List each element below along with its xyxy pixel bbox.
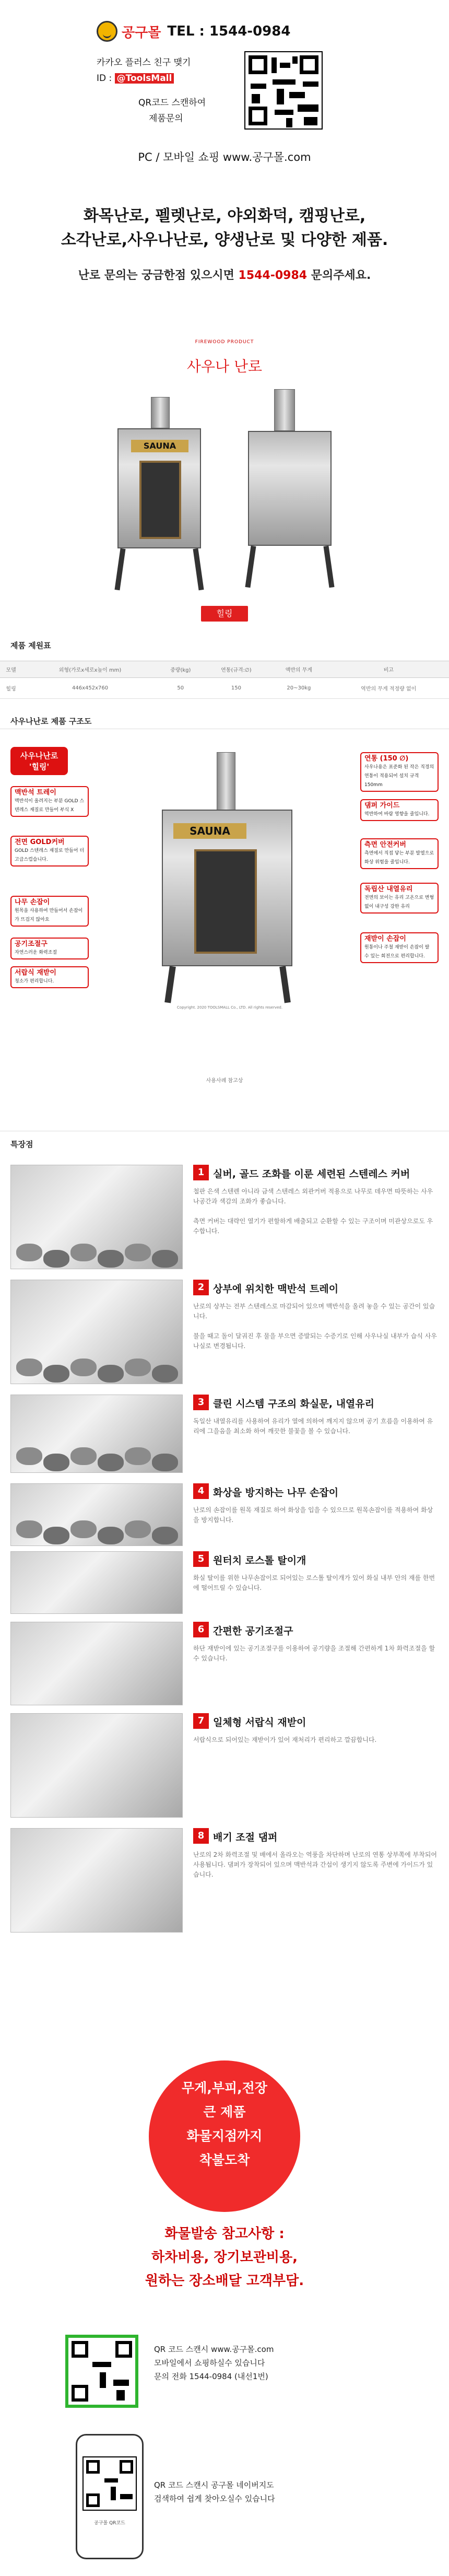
spec-cell: 20~30kg xyxy=(269,678,328,699)
feature-number: 1 xyxy=(193,1165,209,1180)
callout-title: 재받이 손잡이 xyxy=(364,935,406,943)
rock-shape xyxy=(152,1250,178,1268)
feature-title: 상부에 위치한 맥반석 트레이 xyxy=(213,1283,339,1295)
callout-title: 연통 (150 ∅) xyxy=(364,755,409,763)
spec-header: 중량(kg) xyxy=(158,661,203,678)
sauna-badge: SAUNA xyxy=(131,440,188,452)
intro-tel-number[interactable]: 1544-0984 xyxy=(238,269,308,282)
callout-desc: 자연스러운 화력조절 xyxy=(15,950,57,955)
feature-title: 일체형 서랍식 재받이 xyxy=(213,1717,306,1728)
feature-photo xyxy=(10,1165,183,1269)
feature-number: 8 xyxy=(193,1828,209,1844)
footer-qr-map[interactable] xyxy=(82,2456,137,2511)
rock-shape xyxy=(16,1520,42,1538)
footer-text: QR 코드 스캔시 www.공구몰.com xyxy=(154,2345,274,2354)
feature-description: 난로의 상부는 전부 스텐레스로 마감되어 있으며 맥반석을 올려 놓을 수 있는 공간이 있습니다. 불을 때고 돌이 달궈진 후 물을 부으면 증발되는 수증기로 인해 사우나실 내부가 습식 사우나실로 변경됩니다. xyxy=(193,1303,437,1350)
product-eyebrow: FIREWOOD PRODUCT xyxy=(195,339,254,345)
model-button[interactable]: 힐링 xyxy=(201,606,248,622)
spec-header: 외형(가로x세로x높이 mm) xyxy=(22,661,158,678)
callout-title: 전면 GOLD커버 xyxy=(15,838,65,846)
spec-header-row xyxy=(0,661,449,678)
stove-door xyxy=(139,461,181,539)
chimney xyxy=(151,397,170,428)
callout-desc: 측면에서 직접 닿는 부분 발열으로 화상 위험을 줄입니다. xyxy=(364,851,434,865)
stove-leg xyxy=(114,548,125,591)
chimney xyxy=(274,389,295,431)
chimney xyxy=(217,752,235,815)
notice-line-3: 원하는 장소배달 고객부담. xyxy=(145,2273,304,2289)
feature-description: 하단 재받이에 있는 공기조절구를 이용하여 공기량을 조절해 간편하게 1차 화력조절을 할 수 있습니다. xyxy=(193,1645,435,1662)
intro-tel-text-a: 난로 문의는 궁금한점 있으시면 xyxy=(78,269,239,282)
brand-name: 공구몰 xyxy=(122,25,161,41)
rock-shape xyxy=(43,1250,69,1268)
feature-description: 서랍식으로 되어있는 재받이가 있어 재처리가 편리하고 깔끔합니다. xyxy=(193,1736,377,1743)
rock-shape xyxy=(70,1447,97,1465)
spec-cell: 446x452x760 xyxy=(22,678,158,699)
rock-shape xyxy=(152,1365,178,1383)
callout-desc: 역반하여 바람 영향을 줄입니다. xyxy=(364,812,430,817)
kakao-id-prefix: ID : xyxy=(97,73,115,84)
rock-shape xyxy=(152,1527,178,1544)
footer-block-2 xyxy=(154,2478,275,2505)
qr-text-1: QR코드 스캔하여 xyxy=(138,98,206,108)
callout-desc: 청소가 편리합니다. xyxy=(15,979,54,984)
spec-cell: 힐링 xyxy=(0,678,22,699)
feature-title: 클린 시스템 구조의 화실문, 내열유리 xyxy=(213,1398,374,1410)
callout-ash-handle xyxy=(360,932,439,963)
intro-line-1: 화목난로, 펠렛난로, 야외화덕, 캠핑난로, xyxy=(83,207,366,225)
feature-title: 배기 조절 댐퍼 xyxy=(213,1832,278,1843)
stove-body xyxy=(248,431,332,546)
callout-side-cover xyxy=(360,838,439,869)
brand-logo[interactable] xyxy=(97,21,290,42)
feature-title: 화상을 방지하는 나무 손잡이 xyxy=(213,1487,339,1498)
callout-desc: 전면의 보이는 유리 고온으로 변형 없이 내구성 강한 유리 xyxy=(364,895,434,909)
callout-title: 나무 손잡이 xyxy=(15,898,50,906)
feature-photo xyxy=(10,1395,183,1473)
circle-line: 화물지점까지 xyxy=(186,2128,263,2144)
circle-line: 착불도착 xyxy=(199,2152,250,2168)
kakao-line: 카카오 플러스 친구 맺기 xyxy=(97,57,191,68)
spec-table xyxy=(0,661,449,699)
callout-stone-tray xyxy=(10,786,89,817)
spec-header: 비고 xyxy=(328,661,449,678)
feature-title: 원터치 로스톨 탈이개 xyxy=(213,1555,306,1566)
feature-number: 6 xyxy=(193,1622,209,1637)
callout-desc: 맥반석이 올려지는 부분 GOLD 스텐레스 재질로 만들어 부식 X xyxy=(15,799,85,813)
rock-shape xyxy=(98,1250,124,1268)
header-qr-code[interactable] xyxy=(244,51,323,130)
model-tag-line1: 사우나난로 xyxy=(20,751,58,760)
shipping-circle xyxy=(149,2060,300,2212)
circle-line: 무게,부피,전장 xyxy=(182,2080,267,2095)
rock-shape xyxy=(125,1359,151,1376)
footer-text: 모바일에서 쇼핑하실수 있습니다 xyxy=(154,2358,265,2368)
feature-number: 5 xyxy=(193,1551,209,1567)
product-image-front xyxy=(107,397,211,595)
callout-desc: 원목을 사용하여 만들어서 손잡이가 뜨겁지 않아요 xyxy=(15,908,83,922)
feature-description: 난로의 2차 화력조절 및 배에서 올라오는 역풍을 차단하며 난로의 연통 상부쪽에 부착되어 사용됩니다. 댐퍼가 장착되어 있으며 맥반석과 간섭이 생기지 않도록 주변에 가이드가 있습니다. xyxy=(193,1851,437,1878)
rock-shape xyxy=(43,1527,69,1544)
feature-number: 4 xyxy=(193,1483,209,1499)
structure-caption: 사용사례 참고상 xyxy=(206,1078,243,1084)
callout-damper-guide xyxy=(360,799,439,821)
stove-leg xyxy=(323,546,334,588)
feature-description: 독일산 내열유리를 사용하여 유리가 열에 의하여 깨지지 않으며 공기 흐름을 이용하여 유리에 그을음을 최소화 하여 깨끗한 불꽃을 볼 수 있습니다. xyxy=(193,1418,433,1435)
stove-leg xyxy=(279,966,291,1003)
circle-line: 큰 제품 xyxy=(203,2104,246,2120)
model-tag-line2: '힐링' xyxy=(29,762,50,771)
features-title: 특장점 xyxy=(10,1140,33,1149)
stove-door xyxy=(194,849,257,954)
rock-shape xyxy=(152,1454,178,1471)
callout-title: 서랍식 재받이 xyxy=(15,969,56,977)
structure-diagram xyxy=(10,742,439,1055)
feature-description: 철판 은색 스텐렌 아니라 금색 스텐레스 외관커버 적용으로 나무로 데우면 따뜻하는 사우나공간과 색감의 조화가 좋습니다. 측면 커버는 대략인 열기가 편할하게 배출되고 순환할 수 있는 구조이며 미관상으로도 우수합니다. xyxy=(193,1188,433,1235)
product-image-back xyxy=(238,389,342,595)
product-title: 사우나 난로 xyxy=(186,358,263,375)
spec-header: 모델 xyxy=(0,661,22,678)
stove-leg xyxy=(164,966,176,1003)
callout-air-control xyxy=(10,938,89,959)
callout-desc: GOLD 스텐레스 재질로 만들어 더 고급스럽습니다. xyxy=(15,848,85,862)
feature-photo xyxy=(10,1713,183,1818)
intro-tel-line xyxy=(0,266,449,283)
footer-text: QR 코드 스캔시 공구몰 네이버지도 xyxy=(154,2480,274,2490)
phone-mockup xyxy=(76,2434,144,2559)
feature-number: 2 xyxy=(193,1280,209,1295)
footer-text[interactable]: 문의 전화 1544-0984 (내선1번) xyxy=(154,2372,268,2381)
callout-gold-cover xyxy=(10,836,89,867)
spec-header: 액반의 무게 xyxy=(269,661,328,678)
callout-desc: 원통이나 주철 재받이 손잡이 팔 수 있는 회전으로 편리합니다. xyxy=(364,945,430,959)
callout-title: 측면 안전커버 xyxy=(364,841,406,849)
rock-shape xyxy=(70,1520,97,1538)
header-tel[interactable]: TEL : 1544-0984 xyxy=(167,24,291,39)
feature-number: 3 xyxy=(193,1395,209,1410)
spec-title: 제품 제원표 xyxy=(10,641,51,650)
rock-shape xyxy=(16,1447,42,1465)
callout-title: 공기조절구 xyxy=(15,940,48,948)
notice-line-2: 하차비용, 장기보관비용, xyxy=(151,2250,298,2265)
feature-title: 간편한 공기조절구 xyxy=(213,1625,293,1637)
table-row xyxy=(0,678,449,699)
rock-shape xyxy=(98,1454,124,1471)
intro-tel-text-c: 문의주세요. xyxy=(307,269,371,282)
spec-cell: 150 xyxy=(203,678,270,699)
qr-text-2: 제품문의 xyxy=(149,113,183,124)
callout-ash-drawer xyxy=(10,966,89,988)
rock-shape xyxy=(125,1447,151,1465)
stove-body xyxy=(162,810,292,966)
phone-caption: 공구몰 QR코드 xyxy=(94,2521,125,2526)
kakao-id-line[interactable] xyxy=(97,73,174,84)
spec-header: 연통(규격:∅) xyxy=(203,661,270,678)
stove-body xyxy=(117,428,201,548)
copyright: Copyright. 2020 TOOLSMALL Co., LTD. All rights reserved. xyxy=(176,1005,283,1010)
footer-qr-shop[interactable] xyxy=(65,2335,138,2408)
rock-shape xyxy=(70,1244,97,1261)
rock-shape xyxy=(43,1365,69,1383)
rock-shape xyxy=(70,1359,97,1376)
sauna-badge: SAUNA xyxy=(173,823,246,839)
footer-text: 검색하여 쉽게 찾아오실수 있습니다 xyxy=(154,2494,275,2503)
intro-line-2: 소각난로,사우나난로, 양생난로 및 다양한 제품. xyxy=(61,231,388,249)
shop-line[interactable]: PC / 모바일 쇼핑 www.공구몰.com xyxy=(138,151,311,163)
rock-shape xyxy=(125,1520,151,1538)
rock-shape xyxy=(125,1244,151,1261)
feature-description: 난로의 손잡이를 원목 재질로 하여 화상을 입을 수 있으므로 원목손잡이를 적용하여 화상을 방지합니다. xyxy=(193,1506,433,1524)
callout-title: 독립산 내열유리 xyxy=(364,885,413,893)
structure-title: 사우나난로 제품 구조도 xyxy=(10,717,92,726)
rock-shape xyxy=(43,1454,69,1471)
feature-description: 화실 탈이를 위한 나무손잡이로 되어있는 로스톨 탈이개가 있어 화실 내부 안의 재를 한번에 떨어트릴 수 있습니다. xyxy=(193,1574,435,1591)
feature-photo xyxy=(10,1280,183,1384)
feature-title: 실버, 골드 조화를 이룬 세련된 스텐레스 커버 xyxy=(213,1168,410,1180)
callout-desc: 사우나용은 표준화 된 작은 직경의 연통이 적용되어 설치 규격 150mm xyxy=(364,765,434,788)
callout-title: 댐퍼 가이드 xyxy=(364,802,400,810)
model-tag xyxy=(10,747,68,775)
footer-block-1 xyxy=(154,2343,274,2383)
rock-shape xyxy=(16,1244,42,1261)
stove-leg xyxy=(245,546,256,588)
feature-number: 7 xyxy=(193,1713,209,1729)
rock-shape xyxy=(98,1527,124,1544)
stove-leg xyxy=(193,548,204,591)
callout-glass xyxy=(360,883,439,914)
spec-cell: 역반의 무게 적정량 없이 xyxy=(328,678,449,699)
feature-photo xyxy=(10,1828,183,1933)
feature-photo xyxy=(10,1551,183,1614)
smile-logo-icon xyxy=(97,21,117,42)
rock-shape xyxy=(98,1365,124,1383)
spec-cell: 50 xyxy=(158,678,203,699)
callout-wood-handle xyxy=(10,896,89,927)
callout-title: 맥반석 트레이 xyxy=(15,789,56,797)
feature-photo xyxy=(10,1483,183,1546)
feature-photo xyxy=(10,1622,183,1705)
page-header xyxy=(0,0,449,172)
kakao-id[interactable]: @ToolsMall xyxy=(115,73,174,84)
callout-flue xyxy=(360,752,439,792)
notice-title: 화물발송 참고사항 : xyxy=(164,2226,285,2242)
rock-shape xyxy=(16,1359,42,1376)
